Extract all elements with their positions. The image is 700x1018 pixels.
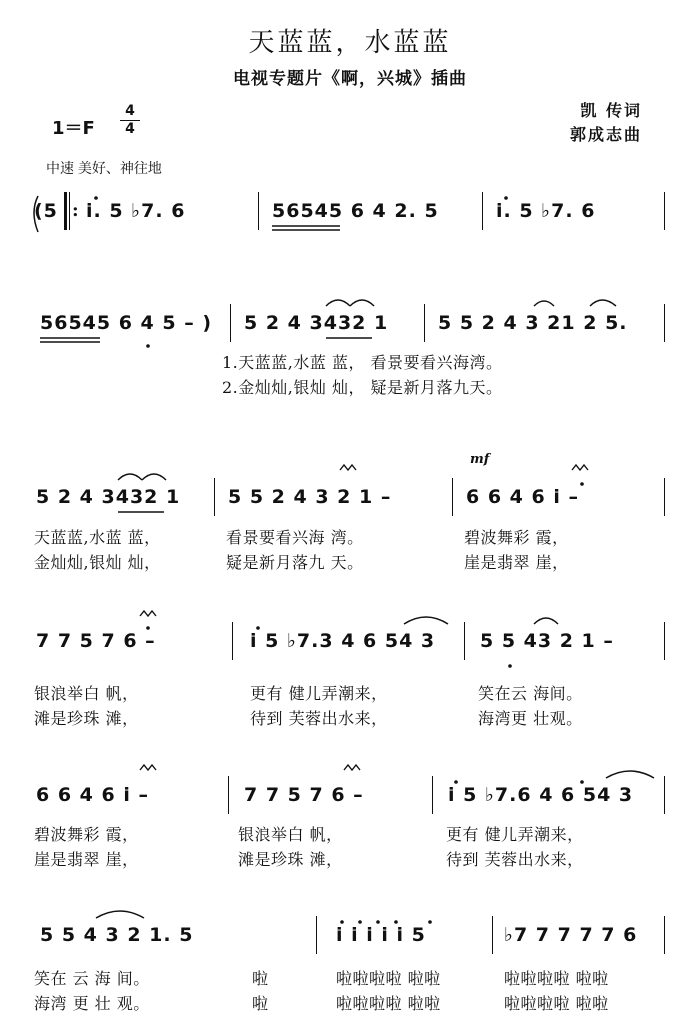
barline xyxy=(432,776,433,814)
lyric-verse-1: 银浪举白 帆， xyxy=(238,825,343,844)
measure-6-3: ♭7 7 7 7 7 6 xyxy=(504,924,638,946)
measure-5-3: i 5 ♭7.6 4 6 54 3 xyxy=(448,784,634,806)
measure-2-1: 56545 6 4 5 – ) xyxy=(40,312,213,334)
lyric-verse-1: 更有 健儿弄潮来， xyxy=(250,684,388,703)
lyric-verse-2: 滩是珍珠 滩， xyxy=(34,709,139,728)
key-signature: 1＝F xyxy=(52,118,95,139)
barline xyxy=(664,192,665,230)
lyric-verse-2: 疑是新月落九 天。 xyxy=(226,553,364,572)
octave-dot-low xyxy=(508,664,512,668)
lyric-verse-2: 崖是翡翠 崖， xyxy=(464,553,569,572)
measure-1-2: i. 5 ♭7. 6 xyxy=(86,200,186,222)
measure-1-3: 56545 6 4 2. 5 xyxy=(272,200,439,222)
song-title: 天蓝蓝，水蓝蓝 xyxy=(248,28,452,58)
lyric-verse-1: 啦 xyxy=(252,969,269,988)
lyric-verse-1: 看景要看兴海 湾。 xyxy=(226,528,364,547)
measure-3-2: 5 5 2 4 3 2 1 – xyxy=(228,486,392,508)
barline xyxy=(316,916,317,954)
measure-5-2: 7 7 5 7 6 – xyxy=(244,784,364,806)
slur xyxy=(96,911,144,918)
lyric-verse-1: 更有 健儿弄潮来， xyxy=(446,825,584,844)
barline xyxy=(230,304,231,342)
lyric-verse-1: 1.天蓝蓝,水蓝 蓝， 看景要看兴海湾。 xyxy=(222,353,503,372)
lyric-verse-2: 金灿灿,银灿 灿， xyxy=(34,553,161,572)
slur xyxy=(118,474,142,480)
lyric-verse-1: 笑在云 海间。 xyxy=(478,684,583,703)
ornament-mark xyxy=(344,765,360,770)
barline xyxy=(664,478,665,516)
barline xyxy=(258,192,259,230)
lyric-verse-1: 碧波舞彩 霞， xyxy=(34,825,139,844)
octave-dot-low xyxy=(146,344,150,348)
barline xyxy=(482,192,483,230)
repeat-dots: : xyxy=(72,200,79,221)
barline xyxy=(664,776,665,814)
measure-2-3: 5 5 2 4 3 21 2 5. xyxy=(438,312,628,334)
dynamic-marking: mf xyxy=(470,452,490,467)
lyric-verse-1: 笑在 云 海 间。 xyxy=(34,969,150,988)
lyric-verse-2: 滩是珍珠 滩， xyxy=(238,850,343,869)
measure-5-1: 6 6 4 6 i – xyxy=(36,784,149,806)
time-signature xyxy=(120,104,140,137)
lyric-verse-1: 天蓝蓝,水蓝 蓝， xyxy=(34,528,161,547)
slur xyxy=(142,474,166,480)
slur xyxy=(534,618,558,624)
measure-6-2: i i i i i 5 xyxy=(336,924,426,946)
slur xyxy=(534,301,554,306)
composer-credit: 郭成志曲 xyxy=(569,125,642,144)
barline xyxy=(492,916,493,954)
octave-dot xyxy=(428,920,432,924)
barline xyxy=(214,478,215,516)
lyric-verse-1: 啦啦啦啦 啦啦 xyxy=(336,969,441,988)
time-signature-top: 4 xyxy=(125,103,135,119)
measure-3-1: 5 2 4 3432 1 xyxy=(36,486,181,508)
barline xyxy=(452,478,453,516)
measure-3-3: 6 6 4 6 i – xyxy=(466,486,579,508)
barline xyxy=(664,304,665,342)
lyric-verse-2: 啦啦啦啦 啦啦 xyxy=(504,994,609,1013)
slur xyxy=(404,617,448,624)
barline xyxy=(464,622,465,660)
barline xyxy=(664,916,665,954)
octave-dot xyxy=(580,482,584,486)
measure-4-2: i 5 ♭7.3 4 6 54 3 xyxy=(250,630,436,652)
song-subtitle: 电视专题片《啊，兴城》插曲 xyxy=(233,69,467,89)
slur xyxy=(326,300,350,306)
barline xyxy=(228,776,229,814)
ornament-mark xyxy=(140,611,156,616)
measure-4-1: 7 7 5 7 6 – xyxy=(36,630,156,652)
repeat-barline xyxy=(64,192,67,230)
repeat-barline-thin xyxy=(69,192,70,230)
lyric-verse-2: 待到 芙蓉出水来， xyxy=(250,709,388,728)
lyric-verse-2: 海湾 更 壮 观。 xyxy=(34,994,150,1013)
measure-4-3: 5 5 43 2 1 – xyxy=(480,630,614,652)
measure-2-2: 5 2 4 3432 1 xyxy=(244,312,389,334)
ornament-mark xyxy=(572,465,588,470)
slur xyxy=(350,300,374,306)
lyric-verse-1: 银浪举白 帆， xyxy=(34,684,139,703)
measure-6-1: 5 5 4 3 2 1. 5 xyxy=(40,924,194,946)
time-signature-bottom: 4 xyxy=(125,121,135,137)
lyric-verse-2: 啦啦啦啦 啦啦 xyxy=(336,994,441,1013)
lyric-verse-2: 待到 芙蓉出水来， xyxy=(446,850,584,869)
measure-1-1: (5 xyxy=(34,200,58,222)
measure-1-4: i. 5 ♭7. 6 xyxy=(496,200,596,222)
ornament-mark xyxy=(340,465,356,470)
ornament-mark xyxy=(140,765,156,770)
barline xyxy=(424,304,425,342)
lyric-verse-2: 崖是翡翠 崖， xyxy=(34,850,139,869)
barline xyxy=(664,622,665,660)
lyricist-credit: 凯 传词 xyxy=(580,101,642,120)
lyric-verse-2: 啦 xyxy=(252,994,269,1013)
slur xyxy=(590,300,616,306)
tempo-marking: 中速 美好、神往地 xyxy=(46,160,162,176)
lyric-verse-1: 啦啦啦啦 啦啦 xyxy=(504,969,609,988)
lyric-verse-1: 碧波舞彩 霞， xyxy=(464,528,569,547)
lyric-verse-2: 2.金灿灿,银灿 灿， 疑是新月落九天。 xyxy=(222,378,503,397)
barline xyxy=(232,622,233,660)
slur xyxy=(606,771,654,778)
lyric-verse-2: 海湾更 壮观。 xyxy=(478,709,583,728)
